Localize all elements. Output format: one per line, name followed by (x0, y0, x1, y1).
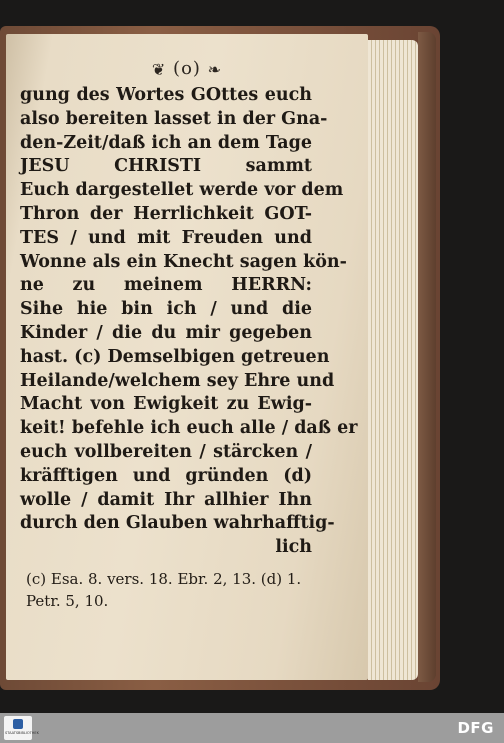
text-line: Wonne als ein Knecht sagen kön- (20, 251, 347, 272)
text-line: wolle / damit Ihr allhier Ihn (20, 489, 312, 510)
text-line: JESU CHRISTI sammt (20, 156, 312, 177)
text-line: Heilande/welchem sey Ehre und (20, 370, 335, 391)
ornament-right-icon: ❧ (207, 59, 223, 79)
library-logo-icon (13, 719, 23, 729)
footnote-line: (c) Esa. 8. vers. 18. Ebr. 2, 13. (d) 1. (26, 570, 302, 588)
footnote-line: Petr. 5, 10. (26, 592, 109, 610)
page-header (6, 58, 368, 79)
library-logo-caption: STAATSBIBLIOTHEK (5, 731, 39, 735)
page-body (20, 84, 358, 560)
text-line: Euch dargestellet werde vor dem (20, 180, 344, 201)
text-line: gung des Wortes GOttes euch (20, 85, 312, 105)
text-line: also bereiten lasset in der Gna- (20, 108, 328, 129)
text-line: TES / und mit Freuden und (20, 227, 312, 248)
text-line: kräfftigen und gründen (d) (20, 465, 312, 486)
page-number: (o) (173, 58, 201, 79)
text-line: keit! befehle ich euch alle / daß er (20, 418, 358, 439)
footnotes (26, 568, 318, 612)
text-line: Sihe hie bin ich / und die (20, 299, 312, 320)
text-line: den-Zeit/daß ich an dem Tage (20, 132, 312, 153)
text-line: Macht von Ewigkeit zu Ewig- (20, 394, 312, 415)
book-page (6, 34, 368, 680)
text-line: hast. (c) Demselbigen getreuen (20, 346, 330, 367)
page-edges (368, 40, 418, 680)
book-spine-edge (418, 32, 436, 682)
text-line: Thron der Herrlichkeit GOT- (20, 203, 312, 224)
ornament-left-icon: ❦ (151, 59, 167, 79)
library-logo[interactable] (4, 716, 39, 740)
text-line: durch den Glauben wahrhafftig- (20, 513, 335, 534)
text-line: euch vollbereiten / stärcken / (20, 441, 312, 462)
text-line: ne zu meinem HERRN: (20, 275, 312, 296)
dfg-logo[interactable]: DFG (457, 719, 494, 737)
text-line: Kinder / die du mir gegeben (20, 322, 312, 343)
catchword: lich (275, 537, 312, 558)
viewer-footer (0, 713, 504, 743)
